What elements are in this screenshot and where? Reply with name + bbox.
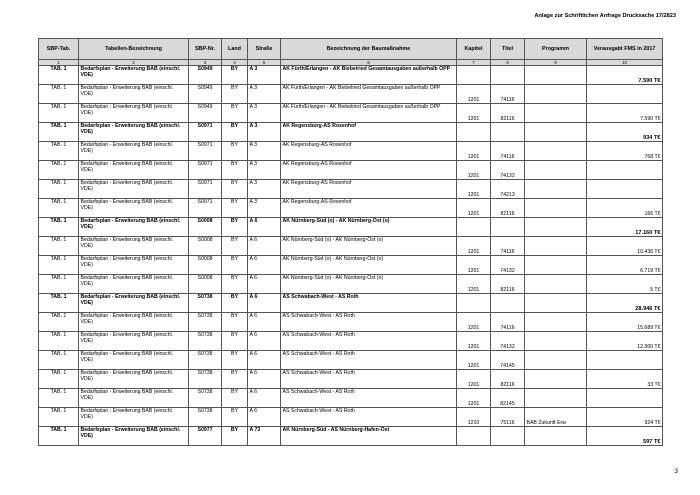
table-row — [39, 275, 663, 294]
cell-sbp-tab: TAB. 1 — [39, 332, 79, 351]
cell-sbp-tab: TAB. 1 — [39, 85, 79, 104]
table-header-row — [39, 39, 663, 60]
cell-sbp-nr: S0738 — [189, 408, 222, 427]
cell-kapitel: 1201 — [457, 85, 491, 104]
cell-titel — [491, 66, 525, 85]
cell-sbp-tab: TAB. 1 — [39, 351, 79, 370]
cell-verausgabt: 597 T€ — [587, 427, 663, 446]
cell-kapitel: 1201 — [457, 370, 491, 389]
column-header: Bezeichnung der Baumaßnahme — [281, 39, 457, 60]
cell-tabellen-bez: Bedarfsplan - Erweiterung BAB (einschl. VDE) — [79, 332, 189, 351]
cell-sbp-tab: TAB. 1 — [39, 199, 79, 218]
cell-baumassnahme: AK Fürth/Erlangen - AK Biebelried Gesamtausgaben außerhalb ÖPP — [281, 66, 457, 85]
cell-baumassnahme: AK Regensburg-AS Rosenhof — [281, 199, 457, 218]
column-header: Tabellen-Bezeichnung — [79, 39, 189, 60]
cell-verausgabt — [587, 389, 663, 408]
cell-land: BY — [222, 237, 248, 256]
cell-titel: 82145 — [491, 389, 525, 408]
table-row-group — [39, 123, 663, 142]
cell-verausgabt — [587, 161, 663, 180]
cell-sbp-tab: TAB. 1 — [39, 218, 79, 237]
page-header-title: Anlage zur Schriftlichen Anfrage Drucksache 17/2823 — [534, 13, 676, 19]
cell-kapitel: 1201 — [457, 161, 491, 180]
column-number: 9 — [525, 60, 587, 66]
cell-kapitel — [457, 294, 491, 313]
cell-programm — [525, 180, 587, 199]
table-row — [39, 313, 663, 332]
cell-sbp-nr: S0008 — [189, 275, 222, 294]
cell-sbp-tab: TAB. 1 — [39, 180, 79, 199]
cell-strasse: A 3 — [248, 85, 281, 104]
cell-programm — [525, 275, 587, 294]
cell-land: BY — [222, 142, 248, 161]
table-row-group — [39, 427, 663, 446]
cell-land: BY — [222, 389, 248, 408]
cell-kapitel: 1201 — [457, 313, 491, 332]
cell-tabellen-bez: Bedarfsplan - Erweiterung BAB (einschl. VDE) — [79, 199, 189, 218]
cell-strasse: A 6 — [248, 351, 281, 370]
cell-verausgabt: 15.689 T€ — [587, 313, 663, 332]
cell-baumassnahme: AK Nürnberg-Süd - AS Nürnberg-Hafen-Ost — [281, 427, 457, 446]
cell-sbp-nr: S0738 — [189, 294, 222, 313]
cell-verausgabt: 7.590 T€ — [587, 104, 663, 123]
cell-land: BY — [222, 123, 248, 142]
cell-programm — [525, 256, 587, 275]
table-row — [39, 104, 663, 123]
cell-land: BY — [222, 104, 248, 123]
table-row — [39, 370, 663, 389]
cell-land: BY — [222, 218, 248, 237]
cell-baumassnahme: AS Schwabach-West - AS Roth — [281, 294, 457, 313]
cell-programm — [525, 427, 587, 446]
cell-programm — [525, 237, 587, 256]
cell-kapitel: 1201 — [457, 199, 491, 218]
cell-baumassnahme: AK Nürnberg-Süd (o) - AK Nürnberg-Ost (o) — [281, 218, 457, 237]
cell-strasse: A 6 — [248, 332, 281, 351]
cell-sbp-nr: S0971 — [189, 180, 222, 199]
cell-sbp-tab: TAB. 1 — [39, 389, 79, 408]
cell-land: BY — [222, 351, 248, 370]
table-row-group — [39, 294, 663, 313]
cell-verausgabt: 934 T€ — [587, 123, 663, 142]
cell-verausgabt: 33 T€ — [587, 370, 663, 389]
cell-tabellen-bez: Bedarfsplan - Erweiterung BAB (einschl. VDE) — [79, 237, 189, 256]
cell-sbp-tab: TAB. 1 — [39, 313, 79, 332]
cell-titel: 82116 — [491, 370, 525, 389]
table-row — [39, 161, 663, 180]
cell-strasse: A 6 — [248, 313, 281, 332]
cell-verausgabt: 166 T€ — [587, 199, 663, 218]
cell-sbp-nr: S0738 — [189, 351, 222, 370]
cell-programm — [525, 332, 587, 351]
cell-titel: 74116 — [491, 313, 525, 332]
cell-baumassnahme: AK Nürnberg-Süd (o) - AK Nürnberg-Ost (o) — [281, 237, 457, 256]
cell-kapitel: 1201 — [457, 275, 491, 294]
cell-baumassnahme: AK Regensburg-AS Rosenhof — [281, 142, 457, 161]
cell-sbp-nr: S0008 — [189, 237, 222, 256]
cell-land: BY — [222, 427, 248, 446]
cell-strasse: A 3 — [248, 104, 281, 123]
cell-verausgabt: 768 T€ — [587, 142, 663, 161]
cell-verausgabt: 5 T€ — [587, 275, 663, 294]
cell-tabellen-bez: Bedarfsplan - Erweiterung BAB (einschl. VDE) — [79, 275, 189, 294]
cell-tabellen-bez: Bedarfsplan - Erweiterung BAB (einschl. VDE) — [79, 85, 189, 104]
table-body — [39, 66, 663, 446]
cell-programm — [525, 313, 587, 332]
cell-titel: 74132 — [491, 161, 525, 180]
cell-titel — [491, 218, 525, 237]
cell-sbp-tab: TAB. 1 — [39, 123, 79, 142]
cell-land: BY — [222, 408, 248, 427]
cell-verausgabt: 17.160 T€ — [587, 218, 663, 237]
column-header: SBP-Tab. — [39, 39, 79, 60]
cell-strasse: A 3 — [248, 66, 281, 85]
cell-verausgabt: 12.300 T€ — [587, 332, 663, 351]
cell-tabellen-bez: Bedarfsplan - Erweiterung BAB (einschl. VDE) — [79, 66, 189, 85]
cell-land: BY — [222, 180, 248, 199]
cell-land: BY — [222, 199, 248, 218]
column-header: Verausgabt FMS in 2017 — [587, 39, 663, 60]
cell-programm — [525, 85, 587, 104]
table-row — [39, 389, 663, 408]
cell-sbp-tab: TAB. 1 — [39, 161, 79, 180]
column-header: Land — [222, 39, 248, 60]
cell-baumassnahme: AK Fürth/Erlangen - AK Biebelried Gesamtausgaben außerhalb ÖPP — [281, 104, 457, 123]
cell-baumassnahme: AS Schwabach-West - AS Roth — [281, 313, 457, 332]
cell-sbp-nr: S0738 — [189, 389, 222, 408]
cell-kapitel — [457, 66, 491, 85]
cell-titel: 74116 — [491, 142, 525, 161]
cell-kapitel: 1201 — [457, 104, 491, 123]
cell-kapitel: 1201 — [457, 180, 491, 199]
cell-sbp-nr: S0008 — [189, 218, 222, 237]
cell-tabellen-bez: Bedarfsplan - Erweiterung BAB (einschl. VDE) — [79, 104, 189, 123]
cell-baumassnahme: AK Regensburg-AS Rosenhof — [281, 180, 457, 199]
cell-sbp-nr: S0977 — [189, 427, 222, 446]
cell-titel: 74116 — [491, 237, 525, 256]
cell-baumassnahme: AK Nürnberg-Süd (o) - AK Nürnberg-Ost (o) — [281, 256, 457, 275]
cell-sbp-nr: S0971 — [189, 123, 222, 142]
column-header: Kapitel — [457, 39, 491, 60]
cell-tabellen-bez: Bedarfsplan - Erweiterung BAB (einschl. VDE) — [79, 313, 189, 332]
cell-sbp-nr: S0971 — [189, 142, 222, 161]
cell-land: BY — [222, 275, 248, 294]
column-number: 1 — [39, 60, 79, 66]
cell-verausgabt: 6.719 T€ — [587, 256, 663, 275]
cell-verausgabt: 924 T€ — [587, 408, 663, 427]
cell-verausgabt: 10.436 T€ — [587, 237, 663, 256]
cell-programm — [525, 218, 587, 237]
table-row — [39, 237, 663, 256]
cell-titel: 74145 — [491, 351, 525, 370]
cell-sbp-tab: TAB. 1 — [39, 370, 79, 389]
cell-titel — [491, 427, 525, 446]
cell-baumassnahme: AS Schwabach-West - AS Roth — [281, 332, 457, 351]
table-row — [39, 408, 663, 427]
cell-tabellen-bez: Bedarfsplan - Erweiterung BAB (einschl. VDE) — [79, 294, 189, 313]
cell-baumassnahme: AS Schwabach-West - AS Roth — [281, 370, 457, 389]
cell-tabellen-bez: Bedarfsplan - Erweiterung BAB (einschl. VDE) — [79, 351, 189, 370]
cell-tabellen-bez: Bedarfsplan - Erweiterung BAB (einschl. VDE) — [79, 123, 189, 142]
cell-baumassnahme: AS Schwabach-West - AS Roth — [281, 389, 457, 408]
cell-strasse: A 6 — [248, 389, 281, 408]
cell-sbp-nr: S0949 — [189, 66, 222, 85]
cell-sbp-tab: TAB. 1 — [39, 256, 79, 275]
cell-tabellen-bez: Bedarfsplan - Erweiterung BAB (einschl. VDE) — [79, 256, 189, 275]
cell-baumassnahme: AS Schwabach-West - AS Roth — [281, 408, 457, 427]
cell-strasse: A 6 — [248, 275, 281, 294]
cell-strasse: A 3 — [248, 180, 281, 199]
cell-programm — [525, 199, 587, 218]
column-header: Titel — [491, 39, 525, 60]
page-number: 3 — [674, 468, 678, 475]
column-header: Programm — [525, 39, 587, 60]
cell-sbp-tab: TAB. 1 — [39, 104, 79, 123]
cell-verausgabt — [587, 351, 663, 370]
cell-baumassnahme: AK Nürnberg-Süd (o) - AK Nürnberg-Ost (o) — [281, 275, 457, 294]
cell-titel: 82116 — [491, 275, 525, 294]
cell-sbp-tab: TAB. 1 — [39, 237, 79, 256]
cell-strasse: A 6 — [248, 218, 281, 237]
column-number: 5 — [248, 60, 281, 66]
cell-tabellen-bez: Bedarfsplan - Erweiterung BAB (einschl. VDE) — [79, 218, 189, 237]
column-number: 2 — [79, 60, 189, 66]
cell-titel: 74116 — [491, 85, 525, 104]
column-header: SBP-Nr. — [189, 39, 222, 60]
column-number: 7 — [457, 60, 491, 66]
table-row — [39, 332, 663, 351]
cell-kapitel — [457, 123, 491, 142]
cell-land: BY — [222, 294, 248, 313]
table-row-group — [39, 66, 663, 85]
cell-verausgabt: 7.590 T€ — [587, 66, 663, 85]
table-row — [39, 85, 663, 104]
cell-kapitel: 1210 — [457, 408, 491, 427]
cell-programm: BAB Zukunft Erw — [525, 408, 587, 427]
cell-baumassnahme: AS Schwabach-West - AS Roth — [281, 351, 457, 370]
cell-sbp-nr: S0738 — [189, 332, 222, 351]
cell-kapitel: 1201 — [457, 332, 491, 351]
cell-baumassnahme: AK Regensburg-AS Rosenhof — [281, 123, 457, 142]
cell-tabellen-bez: Bedarfsplan - Erweiterung BAB (einschl. VDE) — [79, 370, 189, 389]
cell-land: BY — [222, 332, 248, 351]
cell-titel — [491, 294, 525, 313]
cell-sbp-tab: TAB. 1 — [39, 275, 79, 294]
column-number: 3 — [189, 60, 222, 66]
cell-tabellen-bez: Bedarfsplan - Erweiterung BAB (einschl. VDE) — [79, 142, 189, 161]
table-row — [39, 199, 663, 218]
cell-land: BY — [222, 313, 248, 332]
cell-titel: 74213 — [491, 180, 525, 199]
cell-strasse: A 6 — [248, 294, 281, 313]
cell-sbp-tab: TAB. 1 — [39, 66, 79, 85]
cell-programm — [525, 370, 587, 389]
cell-kapitel: 1201 — [457, 256, 491, 275]
cell-baumassnahme: AK Fürth/Erlangen - AK Biebelried Gesamtausgaben außerhalb ÖPP — [281, 85, 457, 104]
cell-programm — [525, 123, 587, 142]
table-row — [39, 180, 663, 199]
cell-verausgabt: 28.946 T€ — [587, 294, 663, 313]
table-row-group — [39, 218, 663, 237]
cell-land: BY — [222, 370, 248, 389]
cell-strasse: A 6 — [248, 256, 281, 275]
cell-verausgabt — [587, 180, 663, 199]
cell-strasse: A 6 — [248, 370, 281, 389]
cell-strasse: A 6 — [248, 408, 281, 427]
cell-land: BY — [222, 85, 248, 104]
cell-titel: 82116 — [491, 199, 525, 218]
cell-sbp-nr: S0949 — [189, 85, 222, 104]
column-number: 8 — [491, 60, 525, 66]
cell-sbp-tab: TAB. 1 — [39, 427, 79, 446]
cell-land: BY — [222, 161, 248, 180]
table-row — [39, 256, 663, 275]
cell-strasse: A 3 — [248, 161, 281, 180]
cell-land: BY — [222, 66, 248, 85]
cell-kapitel: 1201 — [457, 351, 491, 370]
cell-strasse: A 3 — [248, 123, 281, 142]
cell-programm — [525, 161, 587, 180]
column-number: 4 — [222, 60, 248, 66]
cell-programm — [525, 104, 587, 123]
cell-programm — [525, 389, 587, 408]
cell-tabellen-bez: Bedarfsplan - Erweiterung BAB (einschl. VDE) — [79, 180, 189, 199]
cell-titel: 75116 — [491, 408, 525, 427]
cell-programm — [525, 66, 587, 85]
cell-kapitel — [457, 427, 491, 446]
column-number: 10 — [587, 60, 663, 66]
cell-sbp-tab: TAB. 1 — [39, 408, 79, 427]
cell-sbp-nr: S0738 — [189, 313, 222, 332]
cell-titel — [491, 123, 525, 142]
cell-sbp-nr: S0971 — [189, 199, 222, 218]
table-row — [39, 351, 663, 370]
cell-baumassnahme: AK Regensburg-AS Rosenhof — [281, 161, 457, 180]
cell-strasse: A 3 — [248, 142, 281, 161]
table-row — [39, 142, 663, 161]
cell-titel: 74132 — [491, 332, 525, 351]
cell-tabellen-bez: Bedarfsplan - Erweiterung BAB (einschl. VDE) — [79, 427, 189, 446]
cell-kapitel: 1201 — [457, 237, 491, 256]
cell-sbp-tab: TAB. 1 — [39, 142, 79, 161]
cell-sbp-nr: S0008 — [189, 256, 222, 275]
cell-tabellen-bez: Bedarfsplan - Erweiterung BAB (einschl. VDE) — [79, 161, 189, 180]
cell-programm — [525, 142, 587, 161]
cell-kapitel: 1201 — [457, 389, 491, 408]
cell-sbp-tab: TAB. 1 — [39, 294, 79, 313]
cell-kapitel — [457, 218, 491, 237]
cell-land: BY — [222, 256, 248, 275]
cell-kapitel: 1201 — [457, 142, 491, 161]
cell-programm — [525, 351, 587, 370]
cell-programm — [525, 294, 587, 313]
cell-verausgabt — [587, 85, 663, 104]
cell-sbp-nr: S0738 — [189, 370, 222, 389]
cell-strasse: A 73 — [248, 427, 281, 446]
column-number: 6 — [281, 60, 457, 66]
cell-tabellen-bez: Bedarfsplan - Erweiterung BAB (einschl. VDE) — [79, 389, 189, 408]
cell-sbp-nr: S0949 — [189, 104, 222, 123]
cell-strasse: A 3 — [248, 199, 281, 218]
cell-sbp-nr: S0971 — [189, 161, 222, 180]
column-header: Straße — [248, 39, 281, 60]
cell-strasse: A 6 — [248, 237, 281, 256]
cell-titel: 82116 — [491, 104, 525, 123]
cell-tabellen-bez: Bedarfsplan - Erweiterung BAB (einschl. VDE) — [79, 408, 189, 427]
budget-table — [38, 38, 663, 446]
cell-titel: 74132 — [491, 256, 525, 275]
